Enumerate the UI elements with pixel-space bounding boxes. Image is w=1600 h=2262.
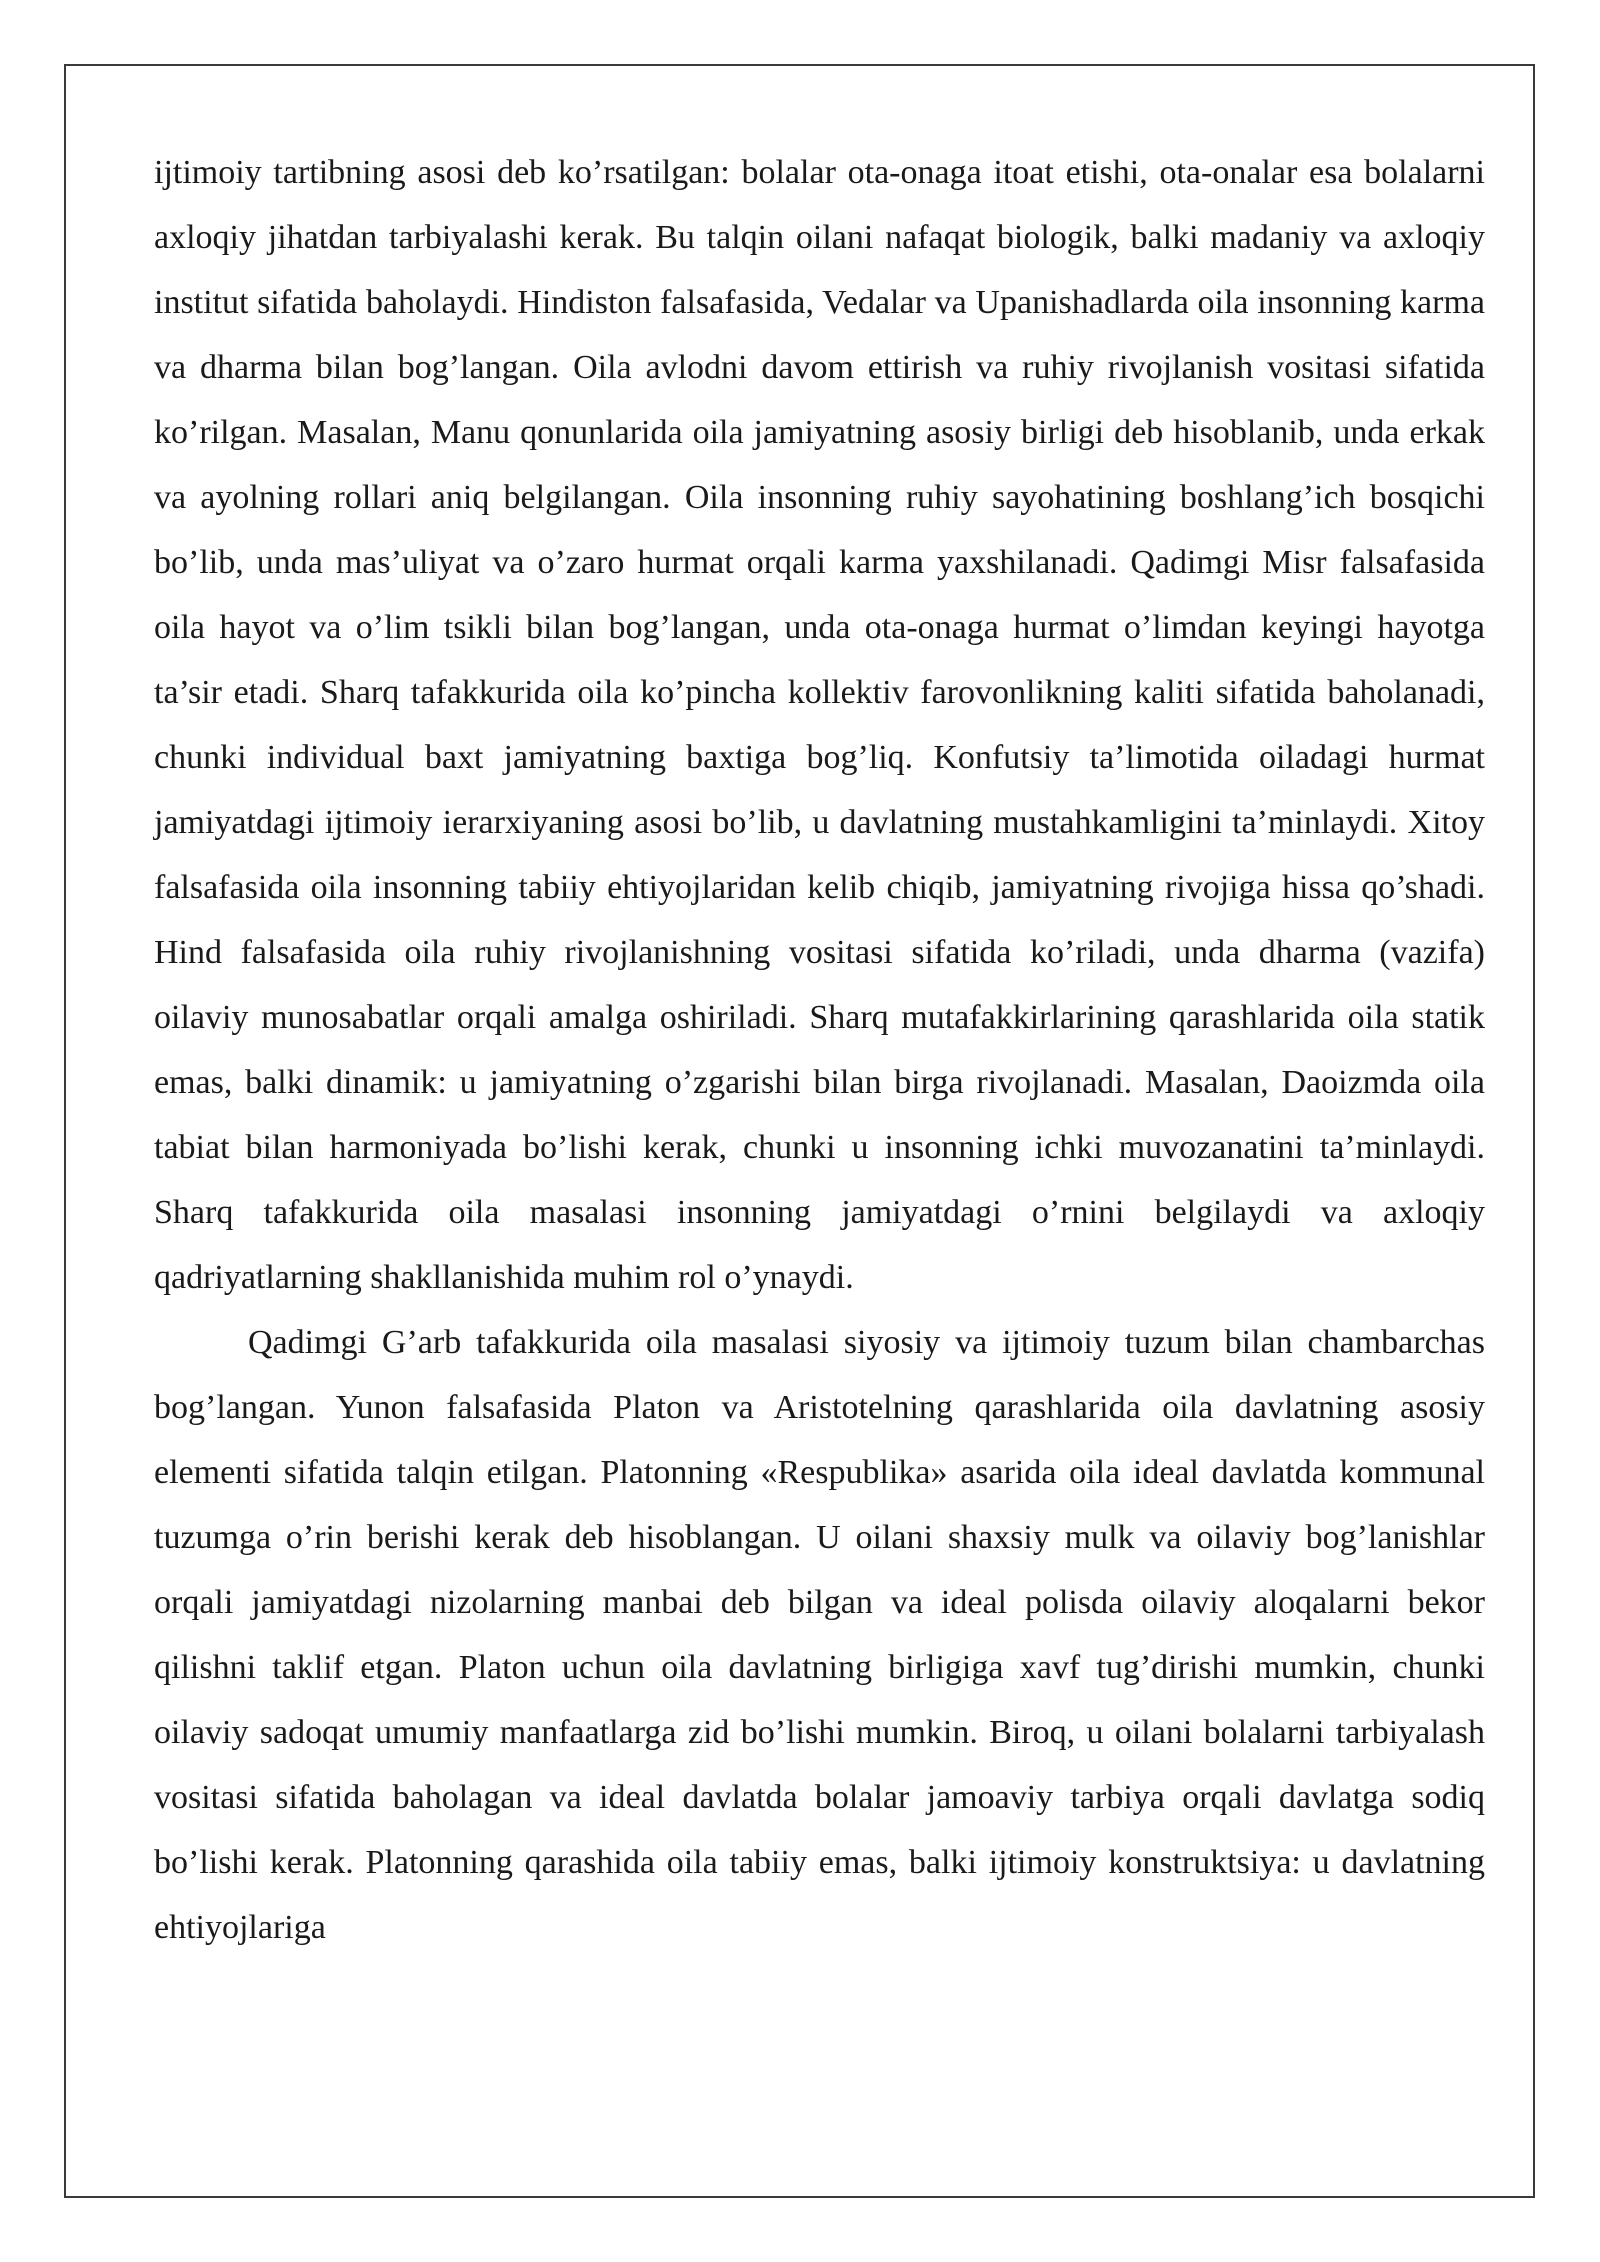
document-body bbox=[154, 140, 1485, 1960]
paragraph-2: Qadimgi G’arb tafakkurida oila masalasi siyosiy va ijtimoiy tuzum bilan chambarchas bog’langan. Yunon falsafasida Platon va Aristotelning qarashlarida oila davlatning asosiy elementi sifatida talqin etilgan. Platonning «Respublika» asarida oila ideal davlatda kommunal tuzumga o’rin berishi kerak deb hisoblangan. U oilani shaxsiy mulk va oilaviy bog’lanishlar orqali jamiyatdagi nizolarning manbai deb bilgan va ideal polisda oilaviy aloqalarni bekor qilishni taklif etgan. Platon uchun oila davlatning birligiga xavf tug’dirishi mumkin, chunki oilaviy sadoqat umumiy manfaatlarga zid bo’lishi mumkin. Biroq, u oilani bolalarni tarbiyalash vositasi sifatida baholagan va ideal davlatda bolalar jamoaviy tarbiya orqali davlatga sodiq bo’lishi kerak. Platonning qarashida oila tabiiy emas, balki ijtimoiy konstruktsiya: u davlatning ehtiyojlariga bbox=[154, 1324, 1485, 1946]
paragraph-1: ijtimoiy tartibning asosi deb ko’rsatilgan: bolalar ota-onaga itoat etishi, ota-onalar esa bolalarni axloqiy jihatdan tarbiyalashi kerak. Bu talqin oilani nafaqat biologik, balki madaniy va axloqiy institut sifatida baholaydi. Hindiston falsafasida, Vedalar va Upanishadlarda oila insonning karma va dharma bilan bog’langan. Oila avlodni davom ettirish va ruhiy rivojlanish vositasi sifatida ko’rilgan. Masalan, Manu qonunlarida oila jamiyatning asosiy birligi deb hisoblanib, unda erkak va ayolning rollari aniq belgilangan. Oila insonning ruhiy sayohatining boshlang’ich bosqichi bo’lib, unda mas’uliyat va o’zaro hurmat orqali karma yaxshilanadi. Qadimgi Misr falsafasida oila hayot va o’lim tsikli bilan bog’langan, unda ota-onaga hurmat o’limdan keyingi hayotga ta’sir etadi. Sharq tafakkurida oila ko’pincha kollektiv farovonlikning kaliti sifatida baholanadi, chunki individual baxt jamiyatning baxtiga bog’liq. Konfutsiy ta’limotida oiladagi hurmat jamiyatdagi ijtimoiy ierarxiyaning asosi bo’lib, u davlatning mustahkamligini ta’minlaydi. Xitoy falsafasida oila insonning tabiiy ehtiyojlaridan kelib chiqib, jamiyatning rivojiga hissa qo’shadi. Hind falsafasida oila ruhiy rivojlanishning vositasi sifatida ko’riladi, unda dharma (vazifa) oilaviy munosabatlar orqali amalga oshiriladi. Sharq mutafakkirlarining qarashlarida oila statik emas, balki dinamik: u jamiyatning o’zgarishi bilan birga rivojlanadi. Masalan, Daoizmda oila tabiat bilan harmoniyada bo’lishi kerak, chunki u insonning ichki muvozanatini ta’minlaydi. Sharq tafakkurida oila masalasi insonning jamiyatdagi o’rnini belgilaydi va axloqiy qadriyatlarning shakllanishida muhim rol o’ynaydi. bbox=[154, 154, 1485, 1296]
